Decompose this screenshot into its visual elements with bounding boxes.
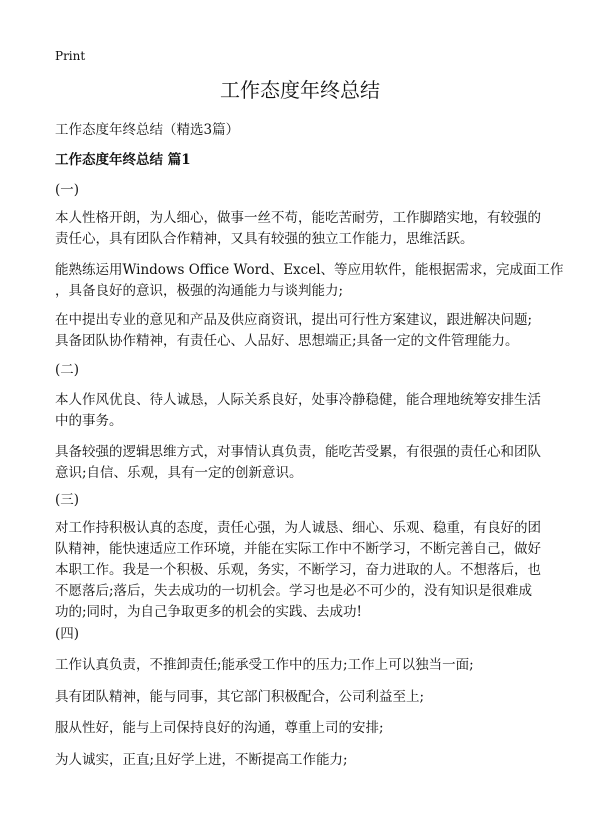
subtitle: 工作态度年终总结（精选3篇） <box>55 122 240 138</box>
section-heading: 工作态度年终总结 篇1 <box>55 152 191 168</box>
paragraph-line: 本职工作。我是一个积极、乐观，务实，不断学习，奋力进取的人。不想落后，也 <box>55 562 541 578</box>
paragraph-line: 责任心，具有团队合作精神，又具有较强的独立工作能力，思维活跃。 <box>55 231 474 247</box>
paragraph-line: 能熟练运用Windows Office Word、Excel、等应用软件，能根据需求，完成面工作 <box>55 262 564 278</box>
paragraph-line: 本人作风优良、待人诚恳，人际关系良好，处事冷静稳健，能合理地统筹安排生活 <box>55 392 541 408</box>
paragraph-line: 本人性格开朗，为人细心，做事一丝不苟，能吃苦耐劳，工作脚踏实地，有较强的 <box>55 210 541 226</box>
subsection-label: (三) <box>55 492 80 508</box>
paragraph-line: 意识;自信、乐观，具有一定的创新意识。 <box>55 465 303 481</box>
paragraph-line: 为人诚实，正直;且好学上进，不断提高工作能力; <box>55 752 348 768</box>
paragraph-line: 队精神，能快速适应工作环境，并能在实际工作中不断学习，不断完善自己，做好 <box>55 541 541 557</box>
paragraph-line: 服从性好，能与上司保持良好的沟通，尊重上司的安排; <box>55 720 384 736</box>
paragraph-line: ，具备良好的意识，极强的沟通能力与谈判能力; <box>55 283 344 299</box>
subsection-label: (二) <box>55 362 80 378</box>
paragraph-line: 中的事务。 <box>55 413 123 429</box>
subsection-label: (四) <box>55 626 80 642</box>
subsection-label: (一) <box>55 182 80 198</box>
paragraph-line: 对工作持积极认真的态度，责任心强，为人诚恳、细心、乐观、稳重，有良好的团 <box>55 520 541 536</box>
paragraph-line: 具备较强的逻辑思维方式，对事情认真负责，能吃苦受累，有很强的责任心和团队 <box>55 444 541 460</box>
paragraph-line: 功的;同时，为自己争取更多的机会的实践、去成功! <box>55 604 362 620</box>
paragraph-line: 具备团队协作精神，有责任心、人品好、思想端正;具备一定的文件管理能力。 <box>55 333 519 349</box>
paragraph-line: 在中提出专业的意见和产品及供应商资讯，提出可行性方案建议，跟进解决问题; <box>55 312 533 328</box>
print-label: Print <box>55 49 86 63</box>
paragraph-line: 具有团队精神，能与同事，其它部门积极配合，公司利益至上; <box>55 689 425 705</box>
paragraph-line: 工作认真负责，不推卸责任;能承受工作中的压力;工作上可以独当一面; <box>55 657 474 673</box>
document-title: 工作态度年终总结 <box>220 78 380 102</box>
paragraph-line: 不愿落后;落后，失去成功的一切机会。学习也是必不可少的，没有知识是很难成 <box>55 583 533 599</box>
